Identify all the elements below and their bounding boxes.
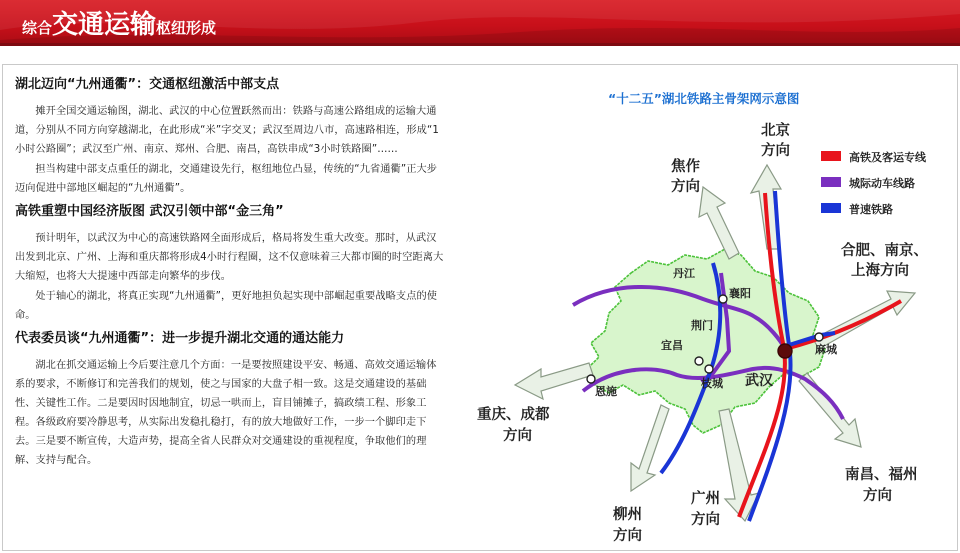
city-label-macheng: 麻城 xyxy=(815,343,837,356)
label-jiaozuo-1: 焦作 xyxy=(671,159,700,175)
label-chongqing-2: 方向 xyxy=(503,428,532,444)
railway-network-map xyxy=(463,73,957,548)
label-guangzhou-2: 方向 xyxy=(691,512,720,528)
banner-title-main: 交通运输 xyxy=(52,10,157,40)
banner-title-prefix: 综合 xyxy=(22,19,53,37)
city-label-enshi: 恩施 xyxy=(595,385,617,398)
city-label-xiangyang: 襄阳 xyxy=(729,287,751,300)
label-beijing-2: 方向 xyxy=(761,143,790,159)
arrow-nanchang xyxy=(799,373,861,447)
city-dot-macheng xyxy=(815,333,823,341)
city-label-jingmen: 荆门 xyxy=(691,319,713,332)
legend-swatch-conventional xyxy=(821,203,841,213)
banner-divider xyxy=(0,43,960,46)
arrow-guangzhou xyxy=(719,409,759,521)
map-title: “十二五”湖北铁路主骨架网示意图 xyxy=(608,91,800,106)
arrow-liuzhou xyxy=(631,405,669,491)
paragraph-1-1: 摊开全国交通运输图，湖北、武汉的中心位置跃然而出：铁路与高速公路组成的运输大通道，分别从不同方向穿越湖北，在此形成“米”字交叉；武汉至周边八市，高速路相连，形成“1小时公路圈”；武汉至广州、南京、郑州、合肥、南昌，高铁串成“3小时铁路圈”…… xyxy=(15,106,439,155)
banner-title-suffix: 枢纽形成 xyxy=(156,19,217,37)
city-dot-zhijiang xyxy=(705,365,713,373)
label-jiaozuo-2: 方向 xyxy=(671,179,700,195)
city-dot-enshi xyxy=(587,375,595,383)
legend-swatch-hsr xyxy=(821,151,841,161)
paragraph-3-1: 湖北在抓交通运输上今后要注意几个方面：一是要按照建设平安、畅通、高效交通运输体系的要求，不断修订和完善我们的规划，使之与国家的大盘子相一致。这是交通建设的基础性、关键性工作。二是要因时因地制宜，切忌一哄而上，盲目铺摊子，搞政绩工程、形象工程。各级政府要冷静思考，从实际出发稳扎稳打，有的放大地做好工作，一步一个脚印走下去。三是要不断宣传，大造声势，提高全省人民群众对交通建设的重视程度，争取他们的理解、支持与配合。 xyxy=(15,360,437,466)
city-label-danjiang: 丹江 xyxy=(673,267,695,280)
section-banner xyxy=(0,0,960,46)
section-heading-3: 代表委员谈“九州通衢”：进一步提升湖北交通的通达能力 xyxy=(15,331,345,346)
label-hefei-2: 上海方向 xyxy=(851,263,909,279)
section-heading-1: 湖北迈向“九州通衢”：交通枢纽激活中部支点 xyxy=(15,77,280,92)
label-liuzhou-2: 方向 xyxy=(613,528,642,544)
map-legend xyxy=(821,150,927,216)
city-dot-yichang xyxy=(695,357,703,365)
banner-title xyxy=(22,4,216,41)
city-label-wuhan: 武汉 xyxy=(745,373,773,389)
label-hefei-1: 合肥、南京、 xyxy=(841,243,928,259)
city-label-zhijiang: 枝城 xyxy=(701,377,723,390)
content-panel xyxy=(2,64,958,551)
section-heading-2: 高铁重塑中国经济版图 武汉引领中部“金三角” xyxy=(15,204,284,219)
legend-label-hsr: 高铁及客运专线 xyxy=(849,151,926,164)
city-dot-xiangyang xyxy=(719,295,727,303)
article-text xyxy=(15,77,445,471)
legend-label-conventional: 普速铁路 xyxy=(849,203,893,216)
city-label-yichang: 宜昌 xyxy=(661,339,683,352)
arrow-chongqing xyxy=(515,363,593,399)
legend-label-intercity: 城际动车线路 xyxy=(849,177,915,190)
label-liuzhou-1: 柳州 xyxy=(613,507,642,523)
paragraph-1-2: 担当构建中部支点重任的湖北，交通建设先行，枢纽地位凸显，传统的“九省通衢”正大步迈向促进中部地区崛起的“九州通衢”。 xyxy=(15,164,438,194)
label-chongqing-1: 重庆、成都 xyxy=(477,407,550,423)
label-nanchang-2: 方向 xyxy=(863,488,892,504)
paragraph-2-1: 预计明年，以武汉为中心的高速铁路网全面形成后，格局将发生重大改变。那时，从武汉出发到北京、广州、上海和重庆都将形成4小时行程圈，这不仅意味着三大都市圈的时空距离大大缩短，也将大大提速中西部走向繁华的步伐。 xyxy=(15,233,444,282)
paragraph-2-2: 处于轴心的湖北，将真正实现“九州通衢”，更好地担负起实现中部崛起重要战略支点的使命。 xyxy=(15,291,438,321)
label-beijing-1: 北京 xyxy=(761,123,790,139)
city-dot-wuhan xyxy=(778,344,792,358)
legend-swatch-intercity xyxy=(821,177,841,187)
label-nanchang-1: 南昌、福州 xyxy=(845,467,918,483)
arrow-jiaozuo xyxy=(699,187,739,259)
label-guangzhou-1: 广州 xyxy=(691,491,720,507)
